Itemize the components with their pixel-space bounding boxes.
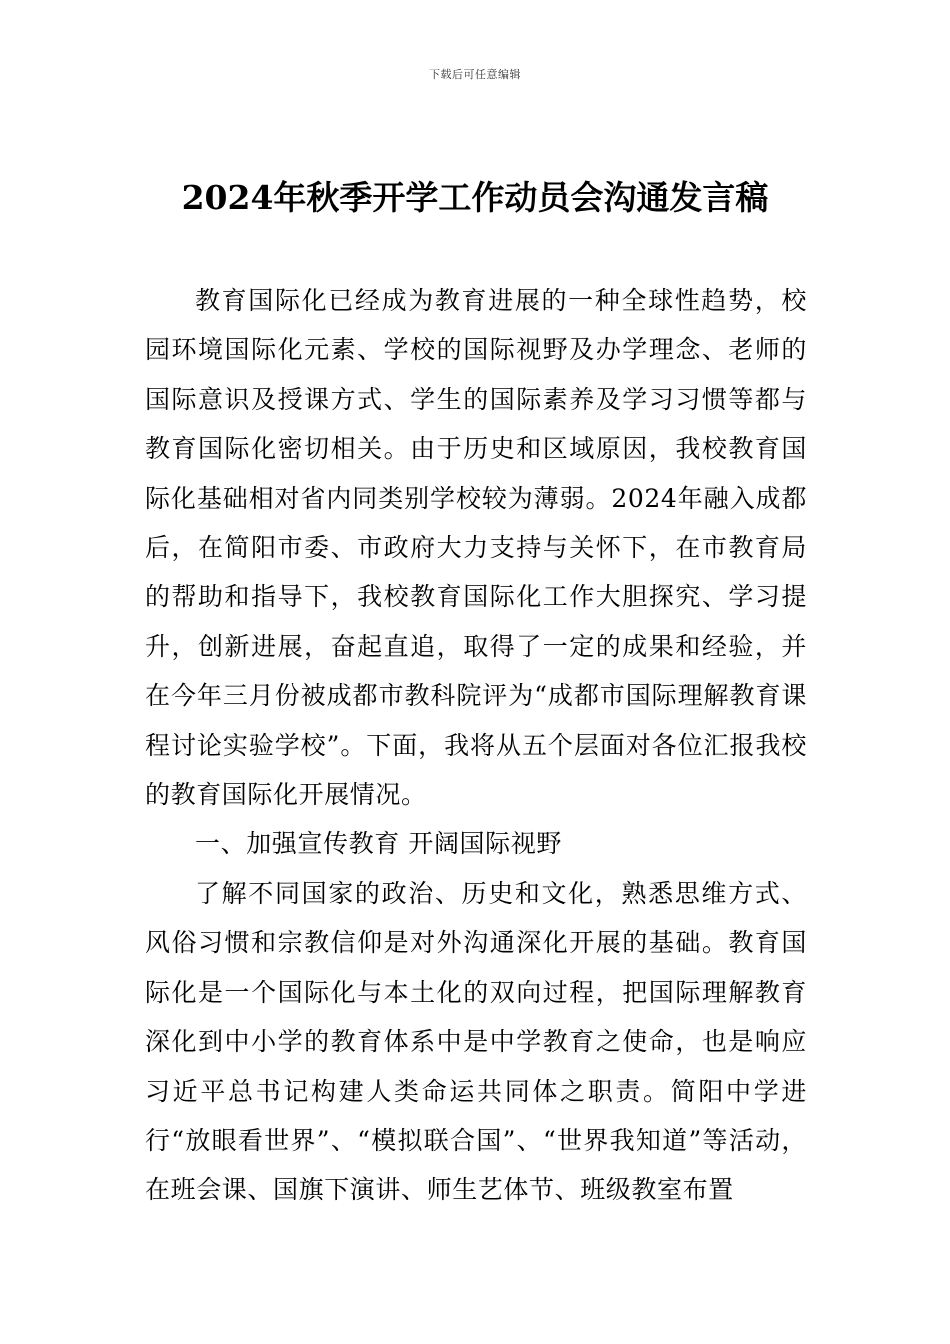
paragraph-intro: 教育国际化已经成为教育进展的一种全球性趋势，校园环境国际化元素、学校的国际视野及办学理念、老师的国际意识及授课方式、学生的国际素养及学习习惯等都与教育国际化密切相关。由于历史和区域原因，我校教育国际化基础相对省内同类别学校较为薄弱。2024年融入成都后，在简阳市委、市政府大力支持与关怀下，在市教育局的帮助和指导下，我校教育国际化工作大胆探究、学习提升，创新进展，奋起直追，取得了一定的成果和经验，并在今年三月份被成都市教科院评为“成都市国际理解教育课程讨论实验学校”。下面，我将从五个层面对各位汇报我校的教育国际化开展情况。 [145,286,807,810]
section-heading-1: 一、加强宣传教育 开阔国际视野 [195,829,562,859]
document-body [145,276,807,1215]
document-title: 2024年秋季开学工作动员会沟通发言稿 [181,178,769,217]
paragraph-section-1: 了解不同国家的政治、历史和文化，熟悉思维方式、风俗习惯和宗教信仰是对外沟通深化开展的基础。教育国际化是一个国际化与本土化的双向过程，把国际理解教育深化到中小学的教育体系中是中学教育之使命，也是响应习近平总书记构建人类命运共同体之职责。简阳中学进行“放眼看世界”、“模拟联合国”、“世界我知道”等活动，在班会课、国旗下演讲、师生艺体节、班级教室布置 [145,878,807,1205]
header-note: 下载后可任意编辑 [429,68,521,81]
